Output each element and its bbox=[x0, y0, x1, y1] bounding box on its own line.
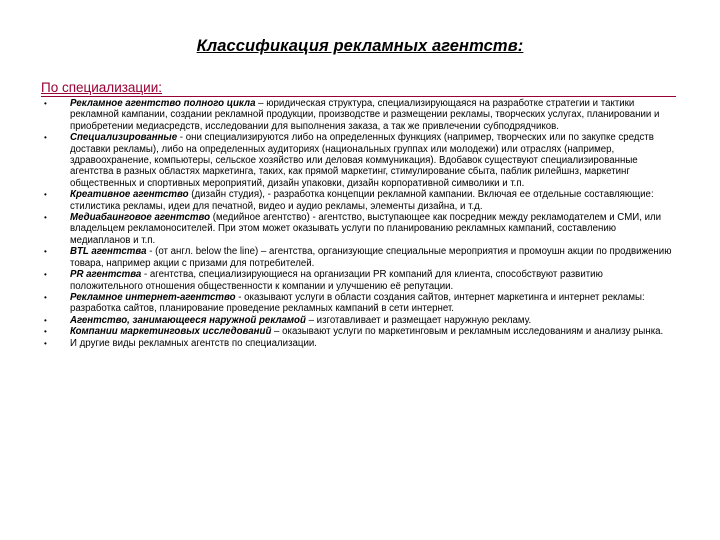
item-description: – юридическая структура, специализирующаяся на разработке стратегии и тактики рекламной кампании, создании рекламной продукции, производстве и размещении рекламы, творческих услугах, планировании и приобретении медиасредств, исследовании для выполнения заказа, а так же привлечении субподрядчиков. bbox=[70, 98, 660, 132]
item-term: PR агентства bbox=[70, 269, 142, 281]
list-item bbox=[44, 269, 676, 292]
item-description: – оказывают услуги по маркетинговым и рекламным исследованиям и анализу рынка. bbox=[271, 326, 664, 338]
bullet-icon: • bbox=[44, 270, 47, 280]
item-term: Рекламное агентство полного цикла bbox=[70, 98, 256, 109]
list-item bbox=[44, 212, 676, 246]
item-term: Рекламное интернет-агентство bbox=[70, 291, 236, 303]
list-item bbox=[44, 338, 676, 349]
item-term: Агентство, занимающееся наружной рекламой bbox=[70, 314, 306, 326]
bullet-icon: • bbox=[44, 315, 47, 325]
bullet-icon: • bbox=[44, 327, 47, 337]
bullet-icon: • bbox=[44, 190, 47, 200]
item-term: Специализированные bbox=[70, 132, 178, 144]
item-description: - агентства, специализирующиеся на организации PR компаний для клиента, способствуют развитию положительного отношения общественности к компании и улучшению её репутации. bbox=[70, 269, 603, 292]
bullet-icon: • bbox=[44, 338, 47, 348]
item-description: (медийное агентство) - агентство, выступающее как посредник между рекламодателем и СМИ, или владельцем рекламоносителей. При этом может оказывать услуги по планированию рекламных кампаний, составлению медиапланов и т.п. bbox=[70, 212, 662, 246]
bullet-icon: • bbox=[44, 133, 47, 143]
list-item bbox=[44, 326, 676, 337]
slide-title-text: Классификация рекламных агентств: bbox=[196, 37, 524, 55]
list-item bbox=[44, 98, 676, 132]
item-term: Креативное агентство bbox=[70, 189, 189, 201]
bullet-icon: • bbox=[44, 292, 47, 302]
bullet-icon: • bbox=[44, 99, 47, 108]
item-description: - оказывают услуги в области создания сайтов, интернет маркетинга и интернет рекламы: разработка сайтов, планирование проведение рекламных кампаний в сети интернет. bbox=[70, 291, 645, 315]
item-description: И другие виды рекламных агентств по специализации. bbox=[70, 337, 317, 349]
item-term: Медиабаинговое агентство bbox=[70, 212, 211, 224]
item-description: (дизайн студия), - разработка концепции рекламной кампании. Включая ее отдельные составляющие: стилистика рекламы, идеи для печатной, видео и аудио рекламы, элементы дизайна, и т.д. bbox=[70, 189, 654, 212]
item-term: BTL агентства bbox=[70, 246, 147, 258]
list-item bbox=[44, 315, 676, 326]
heading-divider bbox=[41, 96, 676, 97]
item-description: – изготавливает и размещает наружную рекламу. bbox=[305, 314, 532, 326]
item-description: - они специализируются либо на определенных функциях (например, творческих или по закупке средств доставки рекламы), либо на определенных аудиториях (национальных группах или молодежи) или отраслях (например, здравоохранение, компьютеры, сельское хозяйство или деловая коммуникация). Вдобавок существуют специализированные агентства в разных областях маркетинга, таких, как прямой маркетинг, стимулирование сбыта, паблик рилейшнз, маркетинг общественных и спортивных мероприятий, дизайн упаковки, дизайн корпоративной символики и т.п. bbox=[70, 132, 654, 189]
list-item bbox=[44, 132, 676, 189]
list-item bbox=[44, 292, 676, 315]
item-term: Компании маркетинговых исследований bbox=[70, 326, 272, 338]
item-description: - (от англ. below the line) – агентства, организующие специальные мероприятия и промоушн акции по продвижению товара, например акции с призами для потребителей. bbox=[70, 246, 672, 269]
list-item bbox=[44, 246, 676, 269]
agency-type-list bbox=[44, 98, 676, 349]
bullet-icon: • bbox=[44, 247, 47, 257]
list-item bbox=[44, 189, 676, 212]
section-heading: По специализации: bbox=[41, 80, 162, 95]
bullet-icon: • bbox=[44, 213, 47, 223]
slide-title bbox=[0, 37, 720, 56]
